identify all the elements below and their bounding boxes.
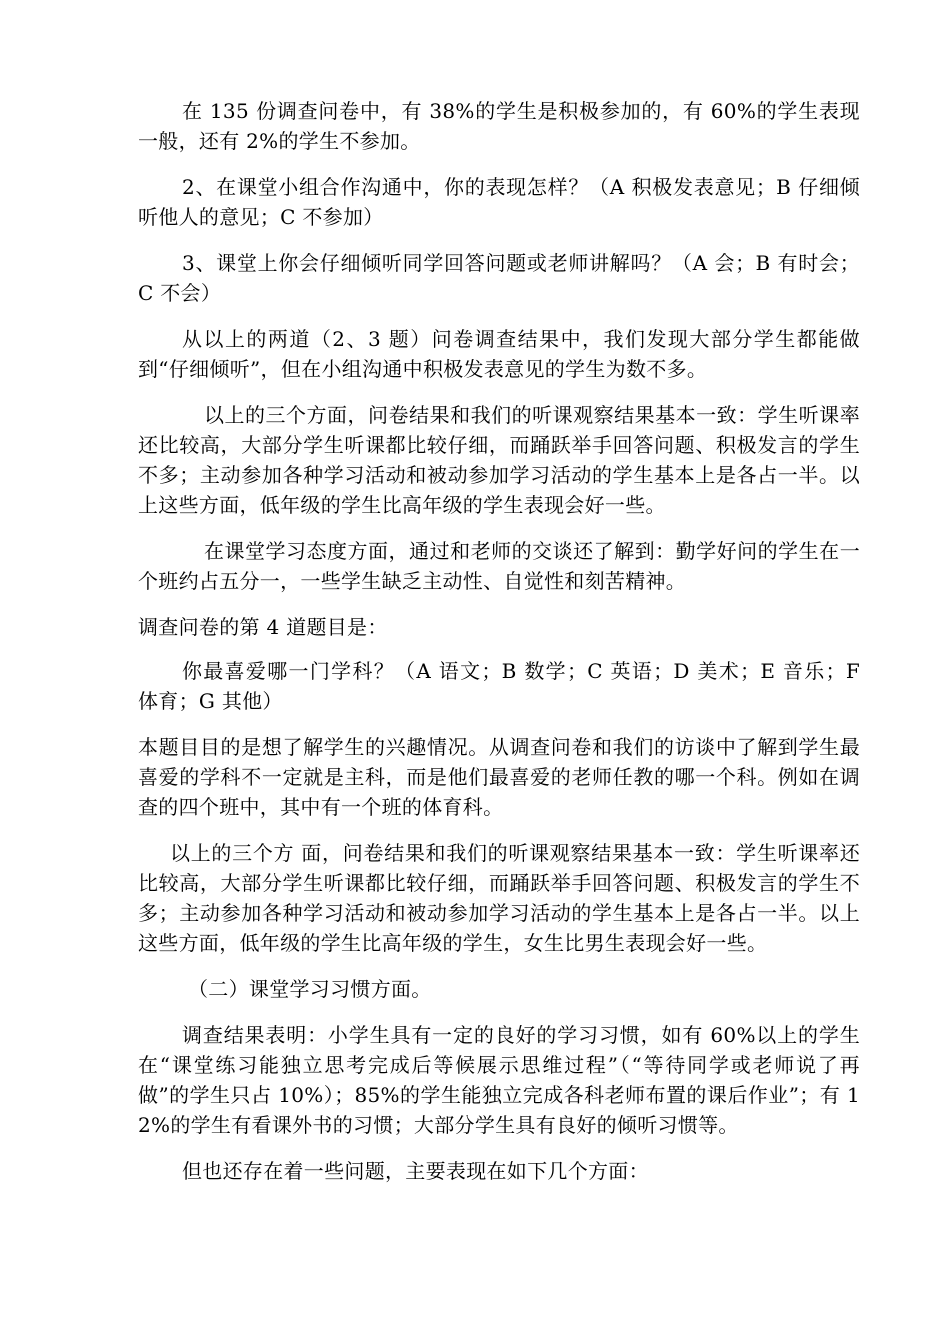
document-body bbox=[138, 96, 860, 1202]
paragraph-question-2: 2、在课堂小组合作沟通中，你的表现怎样？（A 积极发表意见；B 仔细倾听他人的意见；C 不参加） bbox=[138, 175, 860, 229]
section-heading-learning-habits: （二）课堂学习习惯方面。 bbox=[188, 977, 432, 1001]
paragraph-problems-intro: 但也还存在着一些问题，主要表现在如下几个方面： bbox=[182, 1159, 649, 1183]
paragraph-three-aspects-summary: 以上的三个方面，问卷结果和我们的听课观察结果基本一致：学生听课率还比较高，大部分学生听课都比较仔细，而踊跃举手回答问题、积极发言的学生不多；主动参加各种学习活动和被动参加学习活动的学生基本上是各占一半。以上这些方面，低年级的学生比高年级的学生表现会好一些。 bbox=[138, 403, 860, 517]
paragraph-question-4: 你最喜爱哪一门学科？（A 语文；B 数学；C 英语；D 美术；E 音乐；F 体育；G 其他） bbox=[138, 659, 860, 713]
paragraph-three-aspects-repeat: 以上的三个方 面，问卷结果和我们的听课观察结果基本一致：学生听课率还比较高，大部分学生听课都比较仔细，而踊跃举手回答问题、积极发言的学生不多；主动参加各种学习活动和被动参加学习活动的学生基本上是各占一半。以上这些方面，低年级的学生比高年级的学生，女生比男生表现会好一些。 bbox=[138, 841, 860, 955]
paragraph-questions-2-3-result: 从以上的两道（2、3 题）问卷调查结果中，我们发现大部分学生都能做到“仔细倾听”，但在小组沟通中积极发表意见的学生为数不多。 bbox=[138, 327, 860, 381]
paragraph-question-3: 3、课堂上你会仔细倾听同学回答问题或老师讲解吗？（A 会；B 有时会；C 不会） bbox=[138, 251, 860, 305]
paragraph-question-4-intro: 调查问卷的第 4 道题目是： bbox=[138, 615, 388, 639]
paragraph-question-4-purpose: 本题目目的是想了解学生的兴趣情况。从调查问卷和我们的访谈中了解到学生最喜爱的学科不一定就是主科，而是他们最喜爱的老师任教的哪一个科。例如在调查的四个班中，其中有一个班的体育科。 bbox=[138, 735, 860, 819]
paragraph-learning-attitude: 在课堂学习态度方面，通过和老师的交谈还了解到：勤学好问的学生在一个班约占五分一，一些学生缺乏主动性、自觉性和刻苦精神。 bbox=[138, 539, 860, 593]
paragraph-habits-results: 调查结果表明：小学生具有一定的良好的学习习惯，如有 60%以上的学生在“课堂练习能独立思考完成后等候展示思维过程”（“等待同学或老师说了再做”的学生只占 10%）；85%的学生能独立完成各科老师布置的课后作业”；有 12%的学生有看课外书的习惯；大部分学生具有良好的倾听习惯等。 bbox=[138, 1023, 860, 1137]
paragraph-survey-participation: 在 135 份调查问卷中，有 38%的学生是积极参加的，有 60%的学生表现一般，还有 2%的学生不参加。 bbox=[138, 99, 860, 153]
